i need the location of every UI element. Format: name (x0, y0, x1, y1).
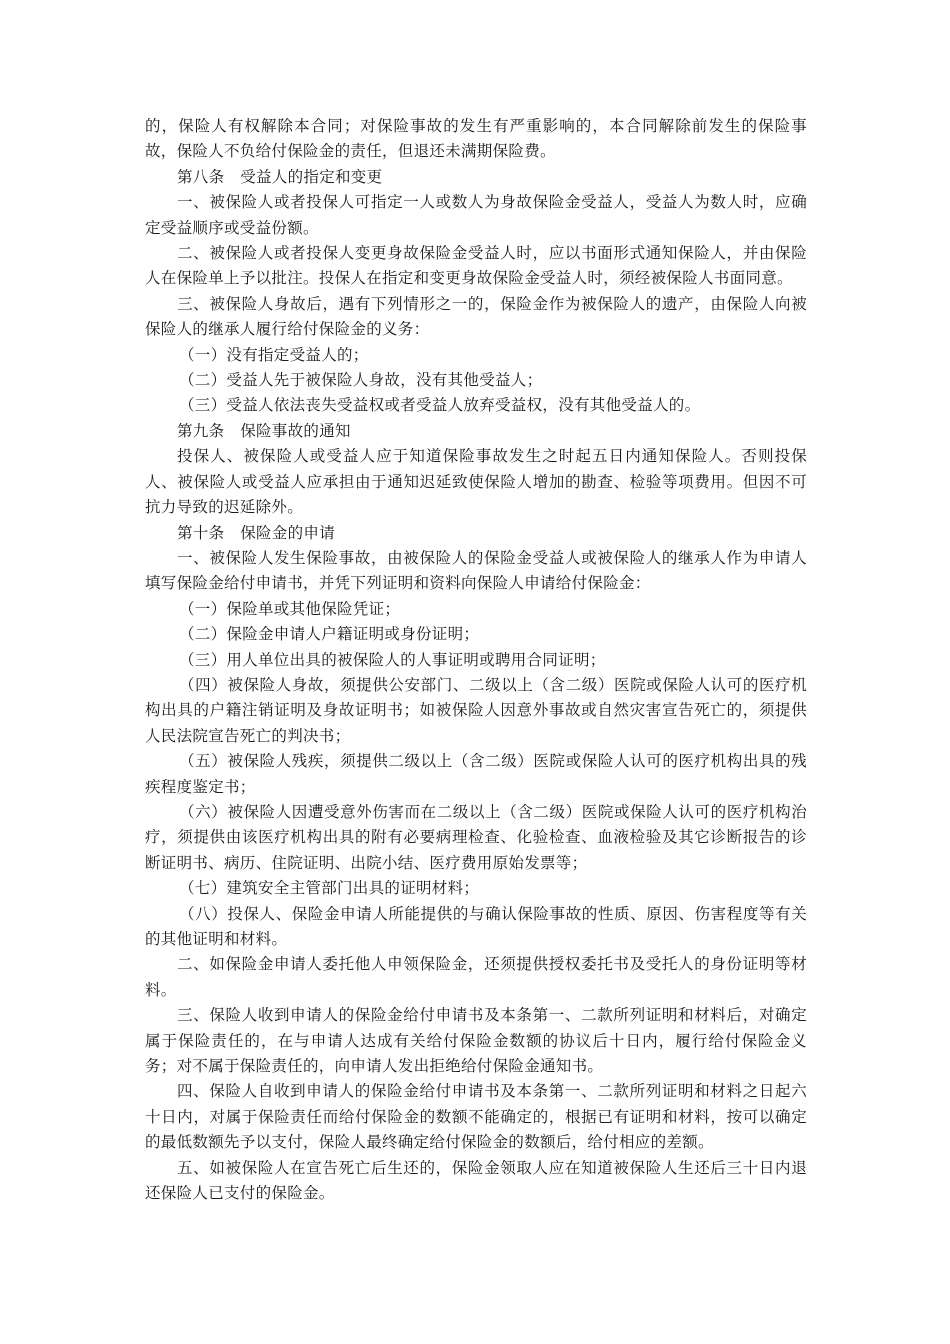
article-8-item-2: （二）受益人先于被保险人身故，没有其他受益人； (179, 371, 543, 390)
article-8-clause-3: 三、被保险人身故后，遇有下列情形之一的，保险金作为被保险人的遗产，由保险人向被保险人的继承人履行给付保险金的义务： (145, 294, 807, 339)
article-10-heading: 第十条 保险金的申请 (177, 523, 336, 542)
article-10-item-7: （七）建筑安全主管部门出具的证明材料； (179, 879, 480, 898)
article-10-item-4: （四）被保险人身故，须提供公安部门、二级以上（含二级）医院或保险人认可的医疗机构出具的户籍注销证明及身故证明书；如被保险人因意外事故或自然灾害宣告死亡的，须提供人民法院宣告死亡的判决书； (145, 675, 807, 745)
article-10-clause-4: 四、保险人自收到申请人的保险金给付申请书及本条第一、二款所列证明和材料之日起六十日内，对属于保险责任而给付保险金的数额不能确定的，根据已有证明和材料，按可以确定的最低数额先予以支付，保险人最终确定给付保险金的数额后，给付相应的差额。 (145, 1082, 807, 1152)
article-10-item-1: （一）保险单或其他保险凭证； (179, 599, 401, 618)
article-10-item-8: （八）投保人、保险金申请人所能提供的与确认保险事故的性质、原因、伤害程度等有关的其他证明和材料。 (145, 904, 807, 948)
article-9-heading: 第九条 保险事故的通知 (177, 421, 351, 440)
article-10-item-3: （三）用人单位出具的被保险人的人事证明或聘用合同证明； (179, 650, 606, 669)
article-10-clause-3: 三、保险人收到申请人的保险金给付申请书及本条第一、二款所列证明和材料后，对确定属于保险责任的，在与申请人达成有关给付保险金数额的协议后十日内，履行给付保险金义务；对不属于保险责任的，向申请人发出拒绝给付保险金通知书。 (145, 1006, 807, 1076)
article-10-clause-2: 二、如保险金申请人委托他人申领保险金，还须提供授权委托书及受托人的身份证明等材料。 (145, 955, 807, 999)
article-10-item-2: （二）保险金申请人户籍证明或身份证明； (179, 625, 480, 644)
article-10-clause-5: 五、如被保险人在宣告死亡后生还的，保险金领取人应在知道被保险人生还后三十日内退还保险人已支付的保险金。 (145, 1158, 807, 1203)
article-10-clause-1: 一、被保险人发生保险事故，由被保险人的保险金受益人或被保险人的继承人作为申请人填写保险金给付申请书，并凭下列证明和资料向保险人申请给付保险金： (145, 548, 807, 593)
article-8-clause-1: 一、被保险人或者投保人可指定一人或数人为身故保险金受益人，受益人为数人时，应确定受益顺序或受益份额。 (145, 193, 807, 237)
article-8-clause-2: 二、被保险人或者投保人变更身故保险金受益人时，应以书面形式通知保险人，并由保险人在保险单上予以批注。投保人在指定和变更身故保险金受益人时，须经被保险人书面同意。 (145, 244, 807, 288)
paragraph-continuation: 的，保险人有权解除本合同；对保险事故的发生有严重影响的，本合同解除前发生的保险事故，保险人不负给付保险金的责任，但退还未满期保险费。 (145, 117, 807, 161)
article-9-body: 投保人、被保险人或受益人应于知道保险事故发生之时起五日内通知保险人。否则投保人、被保险人或受益人应承担由于通知迟延致使保险人增加的勘查、检验等项费用。但因不可抗力导致的迟延除外。 (145, 447, 807, 517)
article-8-item-1: （一）没有指定受益人的； (179, 345, 369, 364)
document-body (145, 114, 807, 1206)
article-10-item-5: （五）被保险人残疾，须提供二级以上（含二级）医院或保险人认可的医疗机构出具的残疾程度鉴定书； (145, 752, 807, 796)
article-8-heading: 第八条 受益人的指定和变更 (177, 167, 383, 186)
article-8-item-3: （三）受益人依法丧失受益权或者受益人放弃受益权，没有其他受益人的。 (179, 396, 701, 415)
article-10-item-6: （六）被保险人因遭受意外伤害而在二级以上（含二级）医院或保险人认可的医疗机构治疗，须提供由该医疗机构出具的附有必要病理检查、化验检查、血液检验及其它诊断报告的诊断证明书、病历、住院证明、出院小结、医疗费用原始发票等； (145, 802, 807, 872)
